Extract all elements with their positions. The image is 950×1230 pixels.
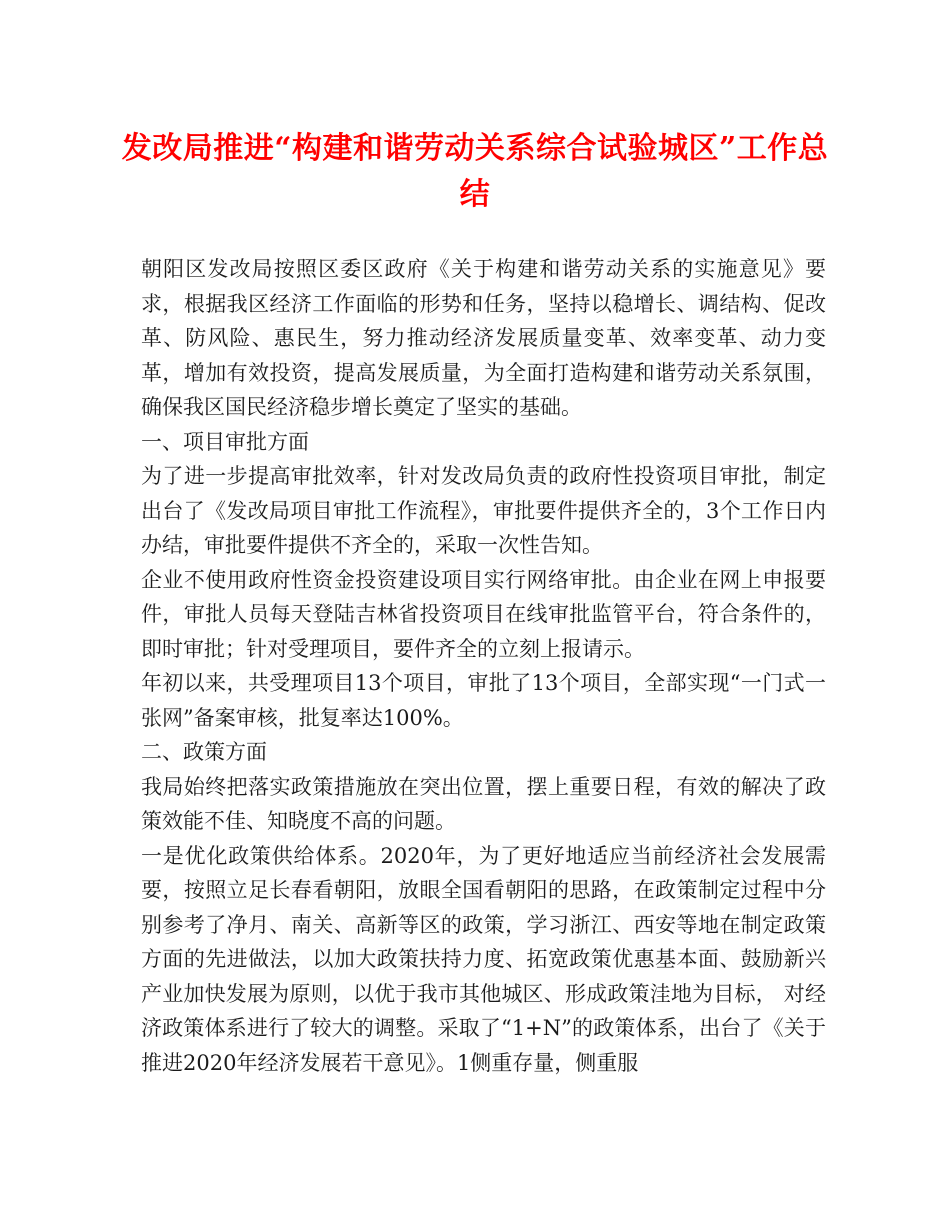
section-heading-policy: 二、政策方面 — [141, 740, 267, 764]
paragraph-approval-stats: 年初以来，共受理项目13个项目，审批了13个项目，全部实现“一门式一张网”备案审核，批复率达100%。 — [141, 671, 826, 730]
paragraph-policy-supply: 一是优化政策供给体系。2020年，为了更好地适应当前经济社会发展需要，按照立足长春看朝阳，放眼全国看朝阳的思路，在政策制定过程中分别参考了净月、南关、高新等区的政策，学习浙江、西安等地在制定政策方面的先进做法，以加大政策扶持力度、拓宽政策优惠基本面、鼓励新兴产业加快发展为原则，以优于我市其他城区、形成政策洼地为目标， 对经济政策体系进行了较大的调整。采取了“1+N”的政策体系，出台了《关于推进2020年经济发展若干意见》。1侧重存量，侧重服 — [141, 843, 826, 1075]
paragraph-online-approval: 企业不使用政府性资金投资建设项目实行网络审批。由企业在网上申报要件，审批人员每天登陆吉林省投资项目在线审批监管平台，符合条件的，即时审批；针对受理项目，要件齐全的立刻上报请示。 — [141, 567, 826, 661]
document-title: 发改局推进“构建和谐劳动关系综合试验城区”工作总结 — [121, 131, 829, 212]
document-body — [141, 252, 826, 1080]
paragraph-approval-efficiency: 为了进一步提高审批效率，针对发改局负责的政府性投资项目审批，制定出台了《发改局项目审批工作流程》，审批要件提供齐全的，3个工作日内办结，审批要件提供不齐全的，采取一次性告知。 — [141, 464, 826, 557]
paragraph-intro: 朝阳区发改局按照区委区政府《关于构建和谐劳动关系的实施意见》要求，根据我区经济工作面临的形势和任务，坚持以稳增长、调结构、促改革、防风险、惠民生，努力推动经济发展质量变革、效率变革、动力变革，增加有效投资，提高发展质量，为全面打造构建和谐劳动关系氛围，确保我区国民经济稳步增长奠定了坚实的基础。 — [141, 257, 826, 419]
paragraph-policy-intro: 我局始终把落实政策措施放在突出位置，摆上重要日程，有效的解决了政策效能不佳、知晓度不高的问题。 — [141, 774, 826, 833]
section-heading-project-approval: 一、项目审批方面 — [141, 429, 309, 454]
